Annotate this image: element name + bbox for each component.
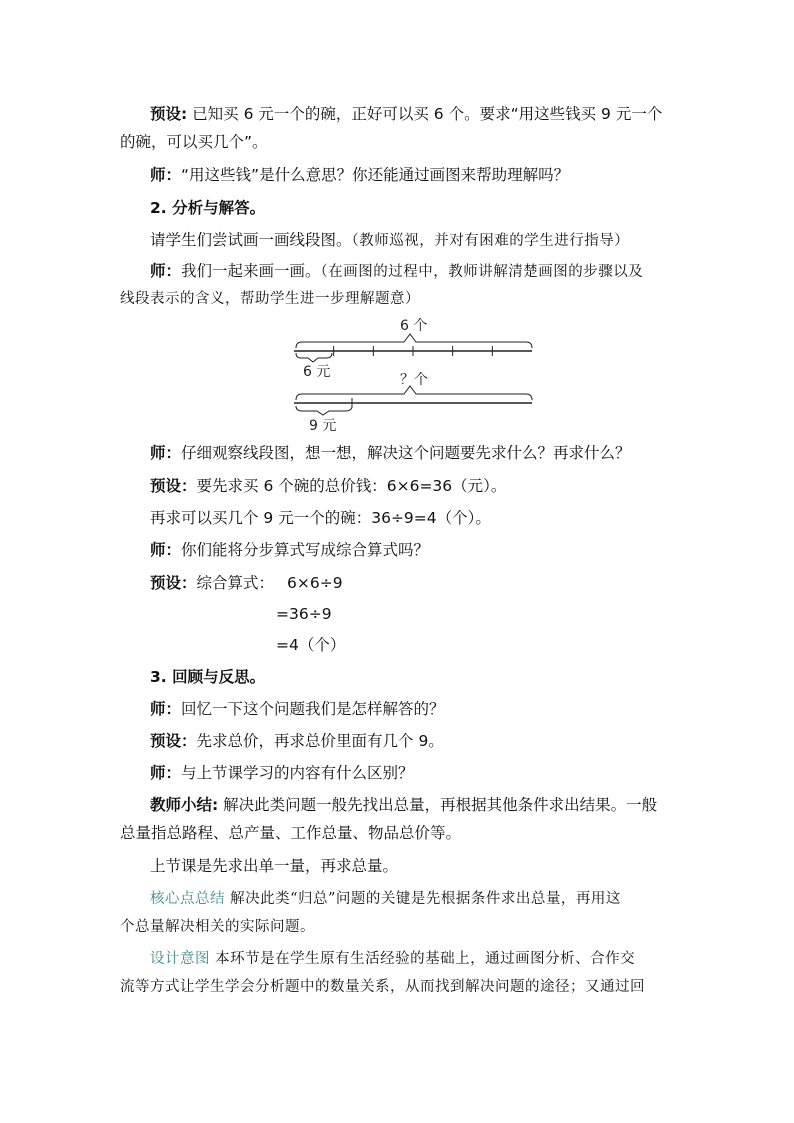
core-point-label: 核心点总结 [150, 891, 225, 907]
section-heading-3: 3. 回顾与反思。 [150, 668, 266, 686]
teacher-text: 与上节课学习的内容有什么区别？ [181, 764, 414, 782]
preset-paragraph-1 [150, 102, 662, 126]
teacher-label: 师： [150, 444, 182, 462]
teacher-label: 师： [150, 166, 182, 184]
line-segment-diagram [0, 312, 794, 432]
preset-label: 预设： [150, 732, 197, 750]
teacher-label: 师： [150, 700, 182, 718]
preset-text: 要先求买 6 个碗的总价钱：6×6=36（元）。 [196, 477, 507, 495]
teacher-label: 师： [150, 764, 182, 782]
diagram-top-label: 6 个 [400, 318, 428, 334]
teacher-text: 仔细观察线段图，想一想，解决这个问题要先求什么？再求什么？ [181, 444, 631, 462]
diagram-bottom-part-brace [296, 406, 352, 415]
core-point-summary [150, 887, 621, 911]
preset-text: 综合算式： [196, 574, 275, 592]
combined-expression: 6×6÷9 [287, 574, 343, 592]
design-intent-cont: 流等方式让学生学会分析题中的数量关系，从而找到解决问题的途径；又通过回 [120, 979, 645, 995]
teacher-question-3 [150, 538, 429, 562]
teacher-text: 你们能将分步算式写成综合算式吗？ [181, 541, 430, 559]
instruction-paragraph [150, 228, 629, 253]
combined-step-2: =4（个） [276, 636, 346, 654]
summary-text: 解决此类问题一般先找出总量，再根据其他条件求出结果。一般 [223, 796, 658, 814]
teacher-draw-paragraph [150, 259, 643, 284]
teacher-question-2 [150, 441, 631, 465]
core-point-summary-cont: 个总量解决相关的实际问题。 [120, 919, 315, 935]
preset-paragraph-2 [150, 474, 506, 498]
teacher-question-5 [150, 761, 414, 785]
diagram-top-part-brace [296, 353, 332, 362]
teacher-text: 回忆一下这个问题我们是怎样解答的？ [181, 700, 445, 718]
diagram-top-brace [296, 334, 532, 348]
teacher-note: （在画图的过程中，教师讲解清楚画图的步骤以及 [320, 264, 644, 280]
step-paragraph: 再求可以买几个 9 元一个的碗：36÷9=4（个）。 [150, 509, 491, 527]
diagram-bottom-brace [296, 386, 532, 400]
design-intent-label: 设计意图 [150, 951, 210, 967]
preset-label: 预设: [150, 105, 188, 123]
preset-text: 先求总价，再求总价里面有几个 9。 [196, 732, 444, 750]
section-heading-2: 2. 分析与解答。 [150, 199, 266, 217]
preset-label: 预设： [150, 477, 197, 495]
teacher-text: 我们一起来画一画。 [181, 262, 321, 280]
previous-lesson-note: 上节课是先求出单一量，再求总量。 [150, 857, 399, 875]
preset-text: 已知买 6 元一个的碗，正好可以买 6 个。要求“用这些钱买 9 元一个 [192, 105, 663, 123]
diagram-bottom-label: ？个 [400, 372, 428, 388]
diagram-bottom-part-label: 9 元 [309, 418, 337, 432]
preset-label: 预设： [150, 574, 197, 592]
combined-step-1: =36÷9 [276, 605, 332, 623]
teacher-question-4 [150, 697, 445, 721]
teacher-summary [150, 793, 657, 817]
preset-paragraph-4 [150, 729, 444, 753]
instruction-text: 请学生们尝试画一画线段图。 [150, 231, 352, 249]
summary-label: 教师小结: [150, 796, 219, 814]
core-point-text: 解决此类“归总”问题的关键是先根据条件求出总量，再用这 [230, 891, 621, 907]
preset-paragraph-1-cont [120, 130, 268, 154]
teacher-label: 师： [150, 541, 182, 559]
instruction-note: （教师巡视，并对有困难的学生进行指导） [351, 233, 630, 249]
design-intent-text: 本环节是在学生原有生活经验的基础上，通过画图分析、合作交 [215, 951, 636, 967]
preset-text-cont: 的碗，可以买几个”。 [120, 133, 268, 151]
teacher-text: “用这些钱”是什么意思？你还能通过画图来帮助理解吗？ [181, 166, 570, 184]
diagram-top-part-label: 6 元 [303, 364, 331, 380]
teacher-note-cont: 线段表示的含义，帮助学生进一步理解题意） [120, 291, 420, 307]
preset-paragraph-3 [150, 571, 274, 595]
teacher-question-1 [150, 163, 569, 187]
teacher-summary-cont: 总量指总路程、总产量、工作总量、物品总价等。 [120, 824, 462, 842]
design-intent [150, 947, 635, 971]
teacher-label: 师： [150, 262, 182, 280]
